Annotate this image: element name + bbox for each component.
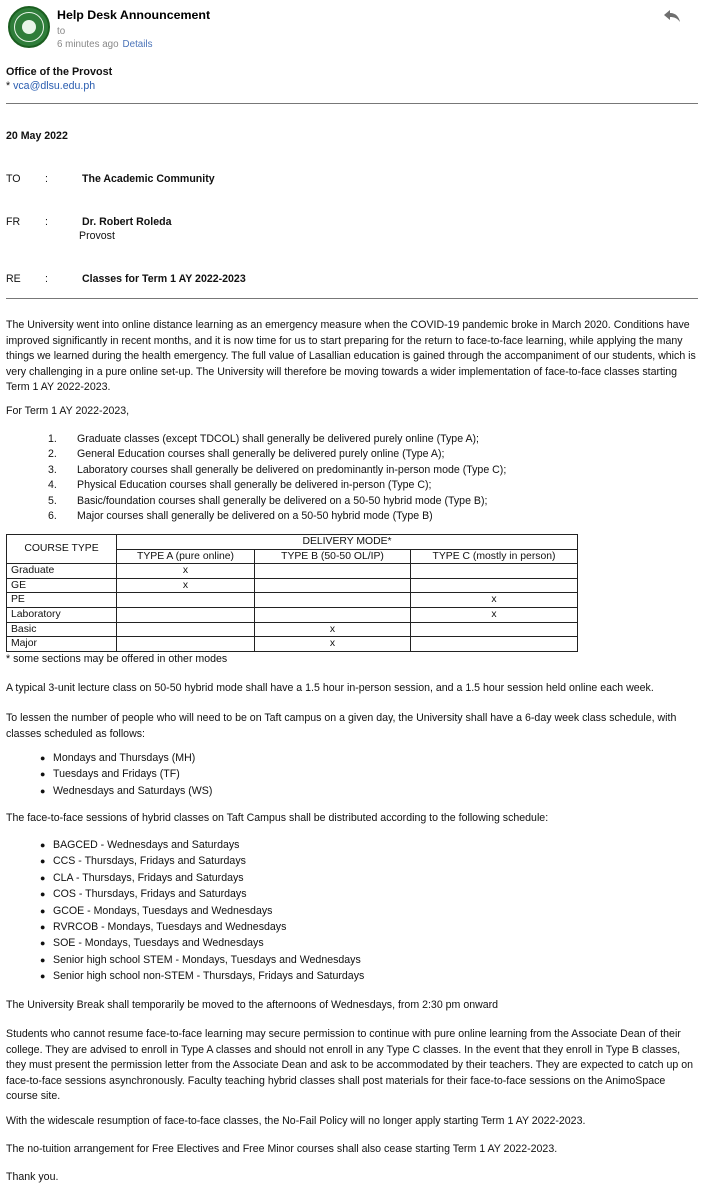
list-item	[40, 952, 680, 968]
type-b-cell	[255, 593, 411, 608]
table-row	[7, 607, 578, 622]
recipient-label: to	[57, 26, 66, 37]
bullet-icon: ●	[40, 856, 46, 867]
details-link[interactable]: Details	[122, 39, 153, 50]
table-footnote: * some sections may be offered in other modes	[6, 653, 228, 665]
divider	[6, 103, 698, 104]
closing-line: Thank you.	[6, 1171, 59, 1183]
typical-class-paragraph: A typical 3-unit lecture class on 50-50 hybrid mode shall have a 1.5 hour in-person session, and a 1.5 hour session held online each week.	[6, 682, 654, 694]
course-cell: Basic	[7, 622, 117, 637]
type-b-cell	[255, 564, 411, 579]
item-number: 6.	[48, 510, 57, 523]
item-number: 5.	[48, 494, 57, 507]
memo-fr-title: Provost	[79, 230, 115, 242]
university-seal-logo	[8, 6, 50, 48]
item-text: Major courses shall generally be delivered on a 50-50 hybrid mode (Type B)	[77, 510, 433, 523]
college-schedule-list	[40, 837, 680, 985]
list-item-text: Tuesdays and Fridays (TF)	[53, 768, 180, 781]
type-a-cell	[117, 593, 255, 608]
bullet-icon: ●	[40, 785, 46, 796]
type-c-cell	[411, 622, 578, 637]
type-b-cell: x	[255, 622, 411, 637]
schedule-list	[40, 750, 680, 799]
item-number: 2.	[48, 448, 57, 461]
memo-re-sep: :	[45, 273, 48, 285]
type-a-cell	[117, 622, 255, 637]
type-c-cell: x	[411, 607, 578, 622]
students-paragraph: Students who cannot resume face-to-face learning may secure permission to continue with pure online learning from the Associate Dean of their college. They are advised to enroll in Type A classes and should not enroll in any Type C classes. In the event that they enroll in Type B classes, they must present the permission letter from the Associate Dean and ask to be accommodated by their teachers. They are expected to catch up on face-to-face sessions asynchronously. Faculty teaching hybrid classes shall post materials for their face-to-face sessions on the AnimoSpace course site.	[6, 1028, 694, 1103]
f2f-intro-paragraph: The face-to-face sessions of hybrid classes on Taft Campus shall be distributed according to the following schedule:	[6, 812, 549, 824]
type-a-cell	[117, 607, 255, 622]
list-item-text: CLA - Thursdays, Fridays and Saturdays	[53, 871, 244, 884]
sender-office: Office of the Provost	[6, 66, 113, 78]
email-timestamp	[57, 38, 153, 53]
intro-paragraph: The University went into online distance learning as an emergency measure when the COVID-19 pandemic broke in March 2020. Conditions have improved significantly in recent months, and it is now time for us to start preparing for the return to face-to-face learning, while applying the many things we learned during the health emergency. The full value of Lasallian education is gained through the accompaniment of our students, which is very challenging in a pure online set-up. The University will therefore be moving towards a wider implementation of face-to-face classes starting Term 1 AY 2022-2023.	[6, 319, 696, 394]
type-a-cell	[117, 637, 255, 652]
list-item-text: GCOE - Mondays, Tuesdays and Wednesdays	[53, 904, 273, 917]
course-cell: GE	[7, 578, 117, 593]
course-cell: Major	[7, 637, 117, 652]
memo-re-value: Classes for Term 1 AY 2022-2023	[82, 273, 246, 285]
bullet-icon: ●	[40, 938, 46, 949]
item-number: 3.	[48, 463, 57, 476]
list-item	[40, 870, 680, 886]
type-a-cell: x	[117, 564, 255, 579]
list-item-text: Mondays and Thursdays (MH)	[53, 752, 196, 764]
bullet-icon: ●	[40, 840, 46, 850]
no-fail-paragraph: With the widescale resumption of face-to-face classes, the No-Fail Policy will no longer apply starting Term 1 AY 2022-2023.	[6, 1115, 586, 1127]
memo-fr-sep: :	[45, 216, 48, 228]
type-b-header: TYPE B (50-50 OL/IP)	[255, 549, 411, 564]
course-cell: Laboratory	[7, 607, 117, 622]
bullet-icon: ●	[40, 922, 46, 933]
table-row	[7, 578, 578, 593]
list-item-text: Senior high school STEM - Mondays, Tuesdays and Wednesdays	[53, 953, 361, 966]
list-item-text: BAGCED - Wednesdays and Saturdays	[53, 839, 240, 851]
type-a-cell: x	[117, 578, 255, 593]
type-b-cell	[255, 607, 411, 622]
list-item-text: COS - Thursdays, Fridays and Saturdays	[53, 888, 247, 901]
list-item	[40, 853, 680, 869]
email-subject: Help Desk Announcement	[57, 8, 211, 22]
type-b-cell: x	[255, 637, 411, 652]
bullet-icon: ●	[40, 889, 46, 900]
bullet-icon: ●	[40, 753, 46, 763]
list-item	[40, 766, 680, 782]
item-text: Physical Education courses shall generally be delivered in-person (Type C);	[77, 479, 432, 492]
item-number: 4.	[48, 479, 57, 492]
memo-fr-key: FR	[6, 216, 21, 228]
list-item	[48, 447, 668, 462]
item-text: Basic/foundation courses shall generally be delivered on a 50-50 hybrid mode (Type B);	[77, 494, 488, 507]
course-cell: PE	[7, 593, 117, 608]
memo-re-key: RE	[6, 273, 21, 285]
for-term-line: For Term 1 AY 2022-2023,	[6, 405, 130, 417]
memo-date: 20 May 2022	[6, 130, 68, 142]
list-item	[40, 837, 680, 853]
bullet-icon: ●	[40, 872, 46, 883]
list-item	[48, 494, 668, 509]
list-item-text: Wednesdays and Saturdays (WS)	[53, 784, 213, 797]
item-text: Graduate classes (except TDCOL) shall generally be delivered purely online (Type A);	[77, 433, 479, 445]
reply-arrow-icon[interactable]	[662, 8, 682, 24]
table-header-row	[7, 535, 578, 550]
break-paragraph: The University Break shall temporarily be moved to the afternoons of Wednesdays, from 2:30 pm onward	[6, 999, 499, 1011]
bullet-icon: ●	[40, 971, 46, 982]
list-item-text: Senior high school non-STEM - Thursdays, Fridays and Saturdays	[53, 970, 365, 983]
table-row	[7, 593, 578, 608]
numbered-list	[48, 432, 668, 524]
table-row	[7, 637, 578, 652]
email-header	[0, 0, 710, 52]
sender-email	[6, 79, 95, 95]
list-item	[40, 903, 680, 919]
list-item	[40, 750, 680, 766]
type-c-header: TYPE C (mostly in person)	[411, 549, 578, 564]
bullet-icon: ●	[40, 905, 46, 916]
list-item-text: RVRCOB - Mondays, Tuesdays and Wednesdays	[53, 921, 287, 934]
list-item-text: SOE - Mondays, Tuesdays and Wednesdays	[53, 937, 264, 950]
time-ago: 6 minutes ago	[57, 39, 119, 50]
list-item	[48, 432, 668, 447]
type-c-cell: x	[411, 593, 578, 608]
no-tuition-paragraph: The no-tuition arrangement for Free Electives and Free Minor courses shall also cease starting Term 1 AY 2022-2023.	[6, 1143, 558, 1155]
type-b-cell	[255, 578, 411, 593]
sender-email-bullet: *	[6, 80, 14, 92]
lessen-paragraph: To lessen the number of people who will need to be on Taft campus on a given day, the University shall have a 6-day week class schedule, with classes scheduled as follows:	[6, 712, 677, 740]
list-item	[48, 463, 668, 478]
delivery-mode-table	[6, 534, 578, 652]
item-text: General Education courses shall generally be delivered purely online (Type A);	[77, 448, 445, 461]
type-c-cell	[411, 637, 578, 652]
memo-fr-value: Dr. Robert Roleda	[82, 216, 172, 228]
list-item	[40, 935, 680, 951]
list-item	[40, 968, 680, 984]
list-item	[40, 783, 680, 799]
bullet-icon: ●	[40, 954, 46, 965]
memo-to-value: The Academic Community	[82, 173, 215, 185]
list-item	[40, 886, 680, 902]
type-c-cell	[411, 578, 578, 593]
item-text: Laboratory courses shall generally be delivered on predominantly in-person mode (Type C);	[77, 463, 507, 476]
type-a-header: TYPE A (pure online)	[117, 549, 255, 564]
list-item	[48, 478, 668, 493]
list-item	[40, 919, 680, 935]
item-number: 1.	[48, 433, 57, 445]
sender-email-link[interactable]: vca@dlsu.edu.ph	[13, 80, 96, 92]
memo-to-sep: :	[45, 173, 48, 185]
course-cell: Graduate	[7, 564, 117, 579]
table-row	[7, 622, 578, 637]
course-type-header: COURSE TYPE	[7, 535, 117, 564]
list-item-text: CCS - Thursdays, Fridays and Saturdays	[53, 855, 246, 868]
memo-to-key: TO	[6, 173, 21, 185]
delivery-mode-header: DELIVERY MODE*	[117, 535, 578, 550]
type-c-cell	[411, 564, 578, 579]
divider	[6, 298, 698, 299]
list-item	[48, 509, 668, 524]
bullet-icon: ●	[40, 769, 46, 780]
table-row	[7, 564, 578, 579]
